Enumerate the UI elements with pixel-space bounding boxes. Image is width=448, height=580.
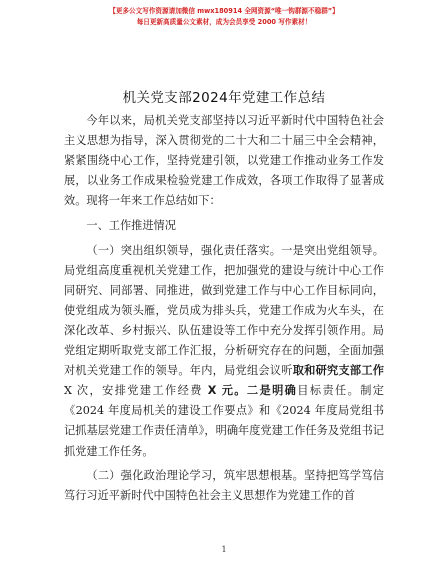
paragraph-text: X 次，安排党建工作经费 [64, 384, 208, 398]
bold-text: X 元。二是明确 [207, 384, 298, 398]
intro-paragraph: 今年以来，局机关党支部坚持以习近平新时代中国特色社会主义思想为指导，深入贯彻党的二十大和二十届三中全会精神，紧紧围绕中心工作，坚持党建引领，以党建工作推动业务工作发展，以业务工作成果检验党建工作成效，各项工作取得了显著成效。现将一年来工作总结如下： [64, 114, 384, 208]
document-title: 机关党支部2024年党建工作总结 [122, 90, 326, 106]
promo-line-1: 【更多公文写作资源请加微信 mwx180914 全网资源“唯一钩群源不稳群”】 [109, 7, 339, 15]
bold-text: 取和研究支部工作 [292, 364, 384, 378]
paragraph-text: 目标责任。制定《2024 年度局机关的建设工作要点》和《2024 年度局党组书记抓基层党建工作责任清单》，明确年度党建工作任务及党组书记抓党建工作任务。 [64, 384, 384, 458]
paragraph-organization [64, 241, 384, 462]
promo-banner [0, 6, 448, 28]
section-heading: 一、工作推进情况 [86, 219, 176, 233]
paragraph-theory: （二）强化政治理论学习，筑牢思想根基。坚持把笃学笃信笃行习近平新时代中国特色社会主义思想作为党建工作的首 [64, 468, 384, 502]
page-number: 1 [221, 545, 227, 554]
promo-line-2: 每日更新高质量公文素材，成为会员享受 2000 写作素材！ [136, 18, 312, 26]
document-body [64, 111, 384, 506]
paragraph-text: （一）突出组织领导，强化责任落实。一是突出党组领导。局党组高度重视机关党建工作，把加强党的建设与统计中心工作同研究、同部署、同推进，做到党建工作与中心工作目标同向，使党组成为领头雁，党员成为排头兵，党建工作成为火车头，在深化改革、乡村振兴、队伍建设等工作中充分发挥引领作用。局党组定期听取党支部工作汇报，分析研究存在的问题，全面加强对机关党建工作的领导。年内，局党组会议听 [64, 243, 384, 378]
